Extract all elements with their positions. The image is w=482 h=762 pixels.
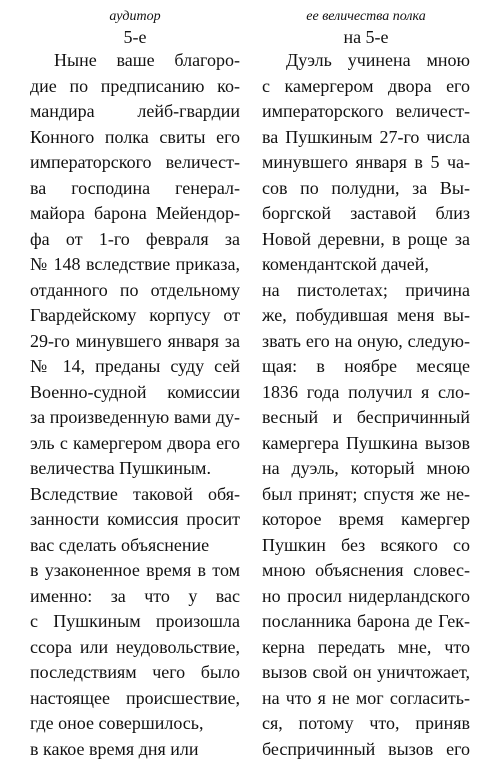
text-line	[262, 482, 470, 508]
text-line	[30, 533, 240, 559]
text-line	[30, 558, 240, 584]
text-line	[30, 660, 240, 686]
text-line	[262, 252, 470, 278]
text-line	[262, 660, 470, 686]
text-line-content: где оное совершилось,	[30, 711, 240, 737]
text-line-content: боргской заставой близ	[262, 201, 470, 227]
text-line	[30, 201, 240, 227]
text-line-content: керна передать мне, что	[262, 635, 470, 661]
right-column	[262, 8, 470, 762]
text-line-content: вызов свой он уничтожает,	[262, 660, 470, 686]
text-line	[262, 609, 470, 635]
text-line	[30, 635, 240, 661]
text-line-content: минувшего января в 5 ча-	[262, 150, 470, 176]
text-line-content: настоящее происшествие,	[30, 686, 240, 712]
text-line	[262, 150, 470, 176]
text-line	[30, 74, 240, 100]
text-line-content: с Пушкиным произошла	[30, 609, 240, 635]
text-line	[30, 737, 240, 762]
text-line	[30, 150, 240, 176]
text-line-content: Военно-судной комиссии	[30, 380, 240, 406]
text-line-content: в какое время дня или	[30, 737, 240, 762]
text-line	[30, 711, 240, 737]
text-line	[30, 609, 240, 635]
right-column-text	[262, 48, 470, 762]
text-line-content: Дуэль учинена мною	[262, 48, 470, 74]
text-line	[30, 380, 240, 406]
text-line	[262, 74, 470, 100]
text-line	[262, 380, 470, 406]
text-line-content: занности комиссия просит	[30, 507, 240, 533]
text-line	[30, 99, 240, 125]
text-line-content: которое время камергер	[262, 507, 470, 533]
text-line-content: Конного полка свиты его	[30, 125, 240, 151]
text-line-content: звать его на оную, следую-	[262, 329, 470, 355]
text-line	[30, 507, 240, 533]
text-line-content: за произведенную вами ду-	[30, 405, 240, 431]
text-line-content: был принят; спустя же не-	[262, 482, 470, 508]
text-line	[262, 405, 470, 431]
text-line-content: беспричинный вызов его	[262, 737, 470, 762]
text-line-content: императорского величест-	[30, 150, 240, 176]
text-line	[30, 584, 240, 610]
text-line	[262, 533, 470, 559]
text-line-content: камергера Пушкина вызов	[262, 431, 470, 457]
text-line	[30, 176, 240, 202]
text-line	[262, 176, 470, 202]
text-line-content: отданного по отдельному	[30, 278, 240, 304]
text-line-content: ссора или неудовольствие,	[30, 635, 240, 661]
text-line	[30, 431, 240, 457]
text-line	[262, 635, 470, 661]
text-line-content: на что я не мог согласить-	[262, 686, 470, 712]
text-line-content: Вследствие таковой обя-	[30, 482, 240, 508]
text-line	[262, 431, 470, 457]
text-line	[30, 354, 240, 380]
text-line-content: на дуэль, который мною	[262, 456, 470, 482]
text-line	[30, 125, 240, 151]
text-line	[262, 711, 470, 737]
left-column-text	[30, 48, 240, 762]
text-line-content: мною объяснения словес-	[262, 558, 470, 584]
text-line	[262, 507, 470, 533]
text-line	[262, 737, 470, 762]
text-line	[262, 354, 470, 380]
text-line	[262, 558, 470, 584]
text-line	[30, 278, 240, 304]
left-column	[30, 8, 240, 762]
text-line-content: последствиям чего было	[30, 660, 240, 686]
text-line	[262, 125, 470, 151]
text-line-content: императорского величест-	[262, 99, 470, 125]
left-column-header: аудитор	[30, 8, 240, 26]
text-line-content: но просил нидерландского	[262, 584, 470, 610]
text-line-content: в узаконенное время в том	[30, 558, 240, 584]
text-line-content: на пистолетах; причина	[262, 278, 470, 304]
text-line-content: № 148 вследствие приказа,	[30, 252, 240, 278]
text-line	[30, 303, 240, 329]
text-line-content: ва Пушкиным 27-го числа	[262, 125, 470, 151]
text-line-content: величества Пушкиным.	[30, 456, 240, 482]
text-line-content: же, побудившая меня вы-	[262, 303, 470, 329]
text-line-content: дие по предписанию ко-	[30, 74, 240, 100]
text-line	[262, 227, 470, 253]
text-line-content: Ныне ваше благоро-	[30, 48, 240, 74]
text-line-content: с камергером двора его	[262, 74, 470, 100]
text-line	[30, 405, 240, 431]
text-line-content: эль с камергером двора его	[30, 431, 240, 457]
text-line	[30, 252, 240, 278]
text-line-content: именно: за что у вас	[30, 584, 240, 610]
text-line-content: вас сделать объяснение	[30, 533, 240, 559]
text-line	[262, 278, 470, 304]
text-line-content: фа от 1-го февраля за	[30, 227, 240, 253]
text-line-content: Новой деревни, в роще за	[262, 227, 470, 253]
text-line-content: щая: в ноябре месяце	[262, 354, 470, 380]
text-line	[262, 329, 470, 355]
text-line-content: Пушкин без всякого со	[262, 533, 470, 559]
text-line-content: № 14, преданы суду сей	[30, 354, 240, 380]
text-line-content: мандира лейб-гвардии	[30, 99, 240, 125]
text-line-content: Гвардейскому корпусу от	[30, 303, 240, 329]
text-line-content: ва господина генерал-	[30, 176, 240, 202]
text-line-content: сов по полудни, за Вы-	[262, 176, 470, 202]
text-line	[262, 48, 470, 74]
text-line	[262, 303, 470, 329]
text-line	[262, 201, 470, 227]
text-line-content: ся, потому что, приняв	[262, 711, 470, 737]
text-line-content: посланника барона де Гек-	[262, 609, 470, 635]
text-line	[262, 584, 470, 610]
text-line	[262, 99, 470, 125]
text-line	[30, 482, 240, 508]
right-column-header: ее величества полка	[262, 8, 470, 26]
text-line	[30, 48, 240, 74]
text-line	[262, 456, 470, 482]
text-line-content: 29-го минувшего января за	[30, 329, 240, 355]
right-column-subheader: на 5-е	[262, 26, 470, 48]
text-line	[30, 686, 240, 712]
text-line	[30, 227, 240, 253]
text-line-content: весный и беспричинный	[262, 405, 470, 431]
left-column-subheader: 5-е	[30, 26, 240, 48]
text-line	[262, 686, 470, 712]
text-line	[30, 329, 240, 355]
text-line-content: 1836 года получил я сло-	[262, 380, 470, 406]
text-line-content: майора барона Мейендор-	[30, 201, 240, 227]
text-line	[30, 456, 240, 482]
text-line-content: комендантской дачей,	[262, 252, 470, 278]
